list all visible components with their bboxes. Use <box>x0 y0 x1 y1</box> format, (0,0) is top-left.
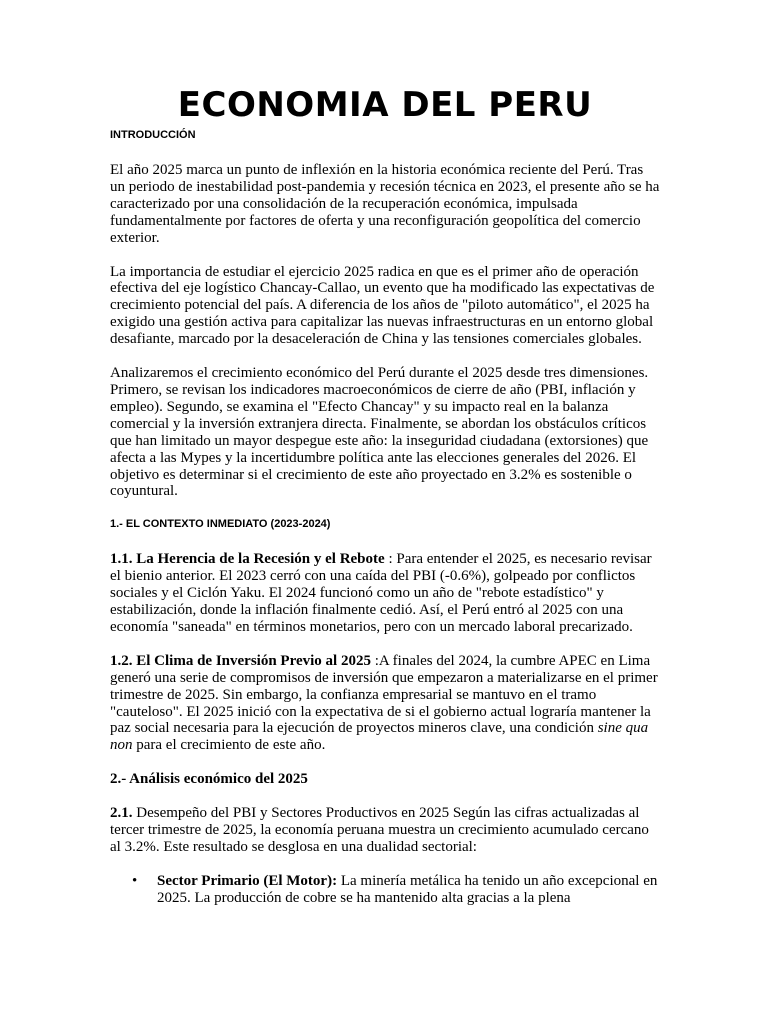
document-body <box>110 82 660 907</box>
section-1-1-title: 1.1. La Herencia de la Recesión y el Rebote <box>110 551 385 568</box>
intro-paragraph-2: La importancia de estudiar el ejercicio 2025 radica en que es el primer año de operación efectiva del eje logístico Chancay-Callao, un evento que ha modificado las expectativas de crecimiento potencial del país. A diferencia de los años de "piloto automático", el 2025 ha exigido una gestión activa para capitalizar las nuevas infraestructuras en un entorno global desafiante, marcado por la desaceleración de China y las tensiones comerciales globales. <box>110 263 655 348</box>
section-2-1-text: Desempeño del PBI y Sectores Productivos en 2025 Según las cifras actualizadas al tercer trimestre de 2025, la economía peruana muestra un crecimiento acumulado cercano al 3.2%. Este resultado se desglosa en una dualidad sectorial: <box>110 805 649 856</box>
sector-bullet-list <box>110 873 660 907</box>
bullet-text: La minería metálica ha tenido un año excepcional en 2025. La producción de cobre se ha mantenido alta gracias a la plena <box>157 873 658 906</box>
section-1-heading: 1.- EL CONTEXTO INMEDIATO (2023-2024) <box>110 518 331 531</box>
section-2-1-paragraph <box>110 805 660 856</box>
document-title: ECONOMIA DEL PERU <box>177 85 593 125</box>
intro-paragraph-1: El año 2025 marca un punto de inflexión en la historia económica reciente del Perú. Tras un periodo de inestabilidad post-pandemia y recesión técnica en 2023, el presente año se ha caracterizado por una consolidación de la recuperación económica, impulsada fundamentalmente por factores de oferta y una reconfiguración geopolítica del comercio exterior. <box>110 162 660 246</box>
section-1-1-text: : Para entender el 2025, es necesario revisar el bienio anterior. El 2023 cerró con una caída del PBI (-0.6%), golpeado por conflictos sociales y el Ciclón Yaku. El 2024 funcionó como un año de "rebote estadístico" y estabilización, donde la inflación finalmente cedió. Así, el Perú entró al 2025 con una economía "saneada" en términos monetarios, pero con un mercado laboral precarizado. <box>110 551 652 635</box>
section-1-2-title: 1.2. El Clima de Inversión Previo al 2025 <box>110 652 371 669</box>
intro-paragraph-3: Analizaremos el crecimiento económico del Perú durante el 2025 desde tres dimensiones. Primero, se revisan los indicadores macroeconómicos de cierre de año (PBI, inflación y empleo). Segundo, se examina el "Efecto Chancay" y su impacto real en la balanza comercial y la inversión extranjera directa. Finalmente, se abordan los obstáculos críticos que han limitado un mayor despegue este año: la inseguridad ciudadana (extorsiones) que afecta a las Mypes y la incertidumbre política ante las elecciones generales del 2026. El objetivo es determinar si el crecimiento de este año proyectado en 3.2% es sostenible o coyuntural. <box>110 365 649 500</box>
section-1-2-text: :A finales del 2024, la cumbre APEC en Lima generó una serie de compromisos de inversión que empezaron a materializarse en el primer trimestre de 2025. Sin embargo, la confianza empresarial se mantuvo en el tramo "cauteloso". El 2025 inició con la expectativa de si el gobierno actual lograría mantener la paz social necesaria para la ejecución de proyectos mineros clave, una condición <box>110 652 658 737</box>
list-item <box>110 873 660 907</box>
intro-heading: INTRODUCCIÓN <box>110 129 196 141</box>
section-2-1-title: 2.1. <box>110 805 133 822</box>
section-1-2-tail: para el crecimiento de este año. <box>132 737 326 754</box>
section-1-2-paragraph <box>110 653 660 754</box>
bullet-marker: • <box>132 873 138 889</box>
section-1-1-paragraph <box>110 551 660 636</box>
section-2-heading: 2.- Análisis económico del 2025 <box>110 771 308 788</box>
bullet-title: Sector Primario (El Motor): <box>157 873 338 889</box>
section-1-2-italic: sine qua non <box>110 720 649 754</box>
